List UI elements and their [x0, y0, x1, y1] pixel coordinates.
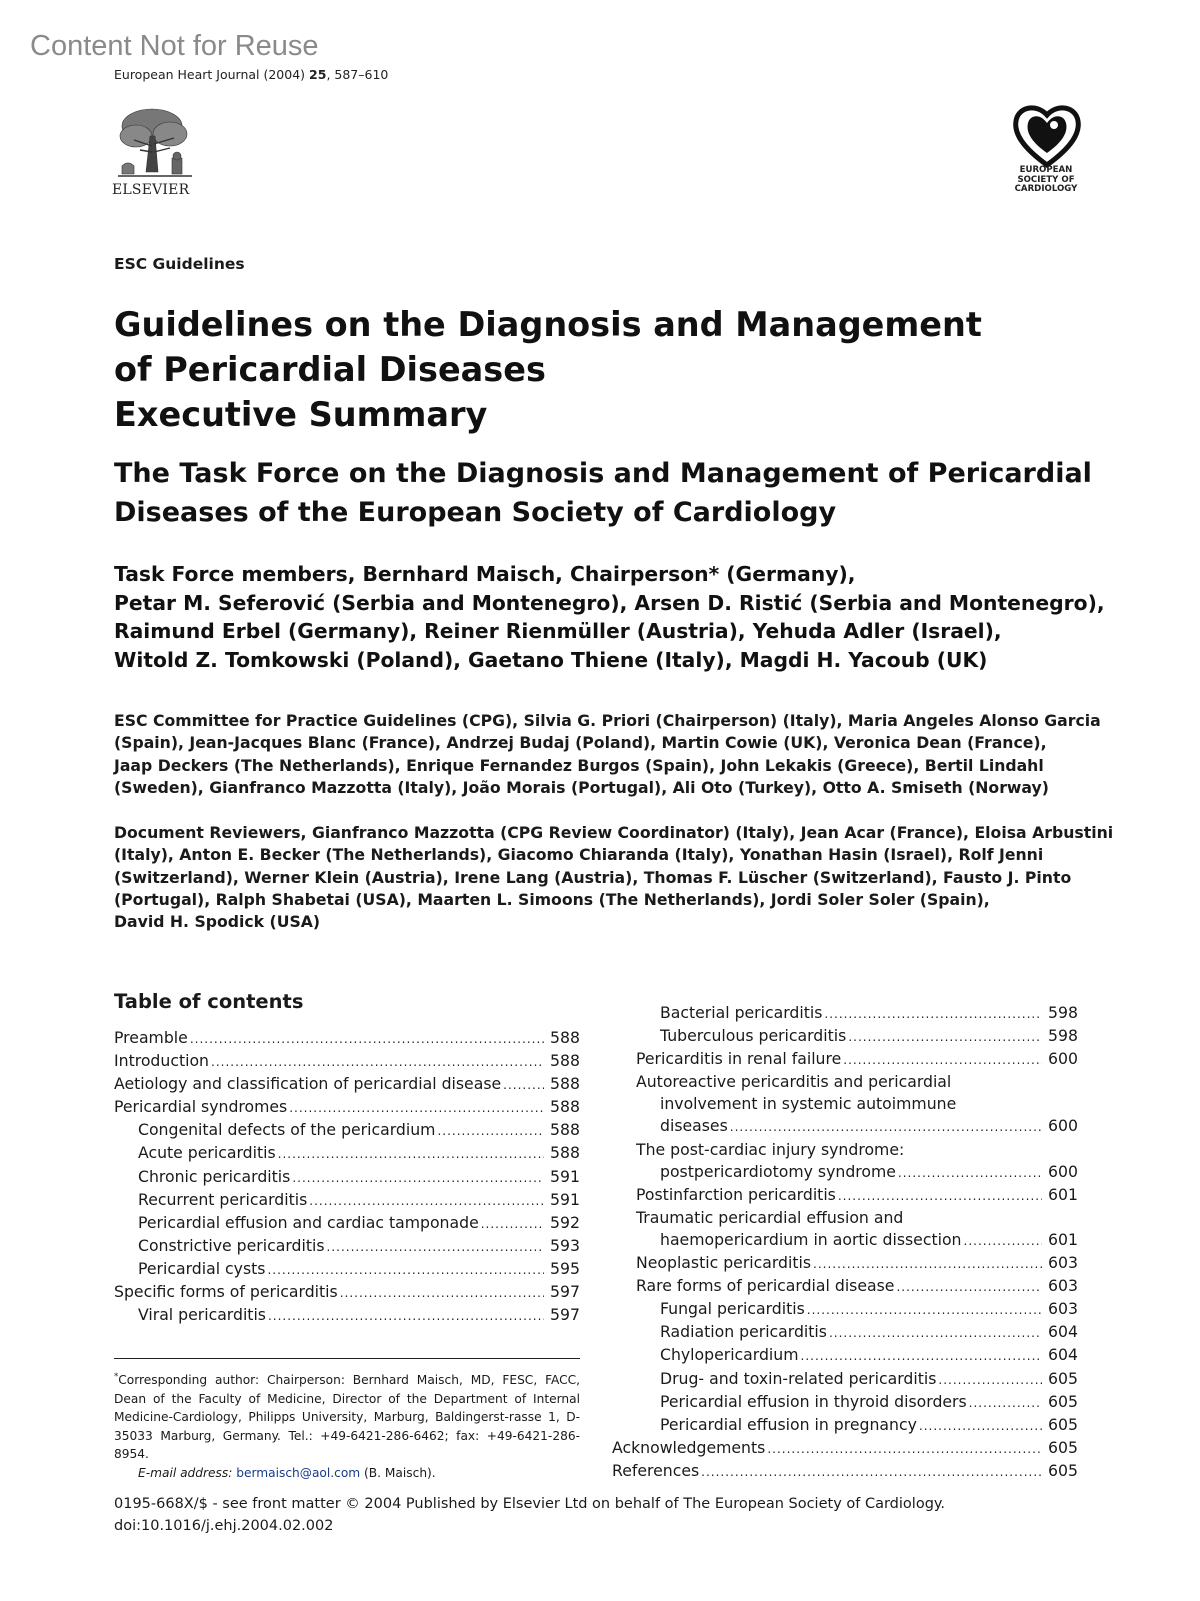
toc-entry[interactable]: [612, 1460, 1078, 1483]
toc-label: Radiation pericarditis: [660, 1322, 827, 1342]
toc-label: Neoplastic pericarditis: [636, 1253, 812, 1273]
toc-page: 588: [550, 1097, 580, 1117]
esc-heart-logo: [1012, 101, 1082, 171]
toc-entry[interactable]: [114, 1304, 580, 1327]
toc-page: 605: [1048, 1391, 1078, 1411]
document-reviewers: [114, 822, 1113, 933]
toc-label: The post-cardiac injury syndrome:: [636, 1139, 905, 1159]
toc-label: Congenital defects of the pericardium: [138, 1120, 436, 1140]
toc-label: Tuberculous pericarditis: [660, 1026, 847, 1046]
footnote-divider: [114, 1358, 580, 1359]
toc-label: Pericardial effusion and cardiac tamponade: [138, 1212, 479, 1232]
toc-page: 588: [550, 1143, 580, 1163]
toc-page: 605: [1048, 1414, 1078, 1434]
toc-page: 601: [1048, 1184, 1078, 1204]
toc-page: 598: [1048, 1026, 1078, 1046]
subtitle-line-1: The Task Force on the Diagnosis and Management of Pericardial: [114, 458, 1092, 489]
society-name-line1: EUROPEAN: [1019, 165, 1073, 175]
footnote-marker: *: [114, 1372, 119, 1382]
toc-label: Rare forms of pericardial disease: [636, 1276, 895, 1296]
toc-entry[interactable]: [114, 1142, 580, 1165]
reviewer-line: David H. Spodick (USA): [114, 912, 321, 932]
toc-page: 603: [1048, 1299, 1078, 1319]
toc-page: 588: [550, 1051, 580, 1071]
toc-page: 591: [550, 1189, 580, 1209]
toc-label: Pericardial syndromes: [114, 1097, 288, 1117]
toc-entry[interactable]: [636, 1391, 1078, 1414]
author-line: Raimund Erbel (Germany), Reiner Rienmüller (Austria), Yehuda Adler (Israel),: [114, 619, 1002, 644]
toc-entry[interactable]: [114, 1096, 580, 1119]
toc-label: Pericarditis in renal failure: [636, 1049, 842, 1069]
subtitle-line-2: Diseases of the European Society of Cardiology: [114, 497, 837, 528]
series-label: ESC Guidelines: [114, 255, 245, 273]
toc-label: Fungal pericarditis: [660, 1299, 805, 1319]
toc-label: haemopericardium in aortic dissection: [660, 1229, 962, 1249]
toc-label: Pericardial cysts: [138, 1258, 266, 1278]
paper-subtitle: [114, 454, 1092, 532]
toc-entry[interactable]: [114, 1281, 580, 1304]
toc-page: 605: [1048, 1368, 1078, 1388]
toc-label: Pericardial effusion in pregnancy: [660, 1414, 917, 1434]
toc-entry[interactable]: [636, 1048, 1078, 1071]
cpg-line: ESC Committee for Practice Guidelines (CPG), Silvia G. Priori (Chairperson) (Italy), Maria Angeles Alonso Garcia: [114, 711, 1101, 730]
toc-label: Drug- and toxin-related pericarditis: [660, 1368, 937, 1388]
corresponding-author-footnote: [114, 1368, 580, 1483]
toc-label: Autoreactive pericarditis and pericardial: [636, 1072, 952, 1092]
toc-label: Acute pericarditis: [138, 1143, 276, 1163]
toc-entry[interactable]: [636, 1025, 1078, 1048]
author-line: Witold Z. Tomkowski (Poland), Gaetano Thiene (Italy), Magdi H. Yacoub (UK): [114, 647, 988, 672]
toc-entry[interactable]: [636, 1368, 1078, 1391]
toc-label: Traumatic pericardial effusion and: [636, 1207, 904, 1227]
toc-label: Chronic pericarditis: [138, 1166, 291, 1186]
toc-heading: Table of contents: [114, 990, 304, 1013]
title-line-2: of Pericardial Diseases: [114, 350, 546, 389]
paper-title: [114, 302, 982, 437]
toc-label: Bacterial pericarditis: [660, 1003, 823, 1022]
toc-entry[interactable]: [636, 1252, 1078, 1275]
society-name-line2: SOCIETY OF: [1017, 174, 1075, 185]
toc-page: 600: [1048, 1161, 1078, 1181]
footnote-text: Corresponding author: Chairperson: Bernhard Maisch, MD, FESC, FACC, Dean of the Faculty of Medicine, Director of the Department of Internal Medicine-Cardiology, Philipps University, Marburg, Baldingerst-rasse 1, D-35033 Marburg, Germany. Tel.: +49-6421-286-6462; fax: +49-6421-286-8954.: [114, 1373, 580, 1462]
toc-entry[interactable]: [612, 1437, 1078, 1460]
journal-volume: 25: [309, 67, 327, 82]
toc-entry[interactable]: [114, 1189, 580, 1212]
journal-citation: [114, 67, 388, 82]
toc-label: References: [612, 1460, 700, 1480]
toc-entry[interactable]: [636, 1321, 1078, 1344]
toc-page: 588: [550, 1028, 580, 1047]
toc-entry[interactable]: [636, 1414, 1078, 1437]
toc-label: Constrictive pericarditis: [138, 1235, 325, 1255]
reviewer-line: (Italy), Anton E. Becker (The Netherlands), Giacomo Chiaranda (Italy), Yonathan Hasin (Israel), Rolf Jenni: [114, 845, 1044, 865]
toc-page: 592: [550, 1212, 580, 1232]
task-force-authors: [114, 560, 1105, 674]
toc-entry[interactable]: [636, 1002, 1078, 1025]
title-line-1: Guidelines on the Diagnosis and Management: [114, 305, 982, 344]
journal-pages: , 587–610: [326, 67, 389, 82]
toc-label: Acknowledgements: [612, 1437, 766, 1457]
cpg-committee: [114, 710, 1101, 799]
toc-page: 605: [1048, 1437, 1078, 1457]
author-line: Petar M. Seferović (Serbia and Montenegro), Arsen D. Ristić (Serbia and Montenegro),: [114, 590, 1105, 615]
society-name: [998, 166, 1094, 195]
toc-right-column: [612, 1002, 1078, 1483]
author-line: Task Force members, Bernhard Maisch, Chairperson* (Germany),: [114, 562, 856, 586]
toc-page: 598: [1048, 1003, 1078, 1022]
toc-page: 595: [550, 1258, 580, 1278]
toc-page: 603: [1048, 1253, 1078, 1273]
toc-entry[interactable]: [114, 1073, 580, 1096]
toc-page: 601: [1048, 1229, 1078, 1249]
toc-label: involvement in systemic autoimmune: [660, 1094, 957, 1114]
toc-entry[interactable]: [636, 1184, 1078, 1207]
email-link[interactable]: bermaisch@aol.com: [236, 1466, 361, 1481]
journal-name: European Heart Journal (2004): [114, 67, 306, 82]
cpg-line: Jaap Deckers (The Netherlands), Enrique Fernandez Burgos (Spain), John Lekakis (Greece), Bertil Lindahl: [114, 755, 1044, 775]
reviewer-line: (Portugal), Ralph Shabetai (USA), Maarten L. Simoons (The Netherlands), Jordi Soler Soler (Spain),: [114, 889, 990, 909]
toc-entry[interactable]: [114, 1212, 580, 1235]
toc-left-column: [114, 1027, 580, 1327]
toc-entry[interactable]: [114, 1119, 580, 1142]
toc-page: 593: [550, 1235, 580, 1255]
email-label: E-mail address:: [138, 1466, 233, 1481]
toc-label: Introduction: [114, 1051, 209, 1071]
toc-entry[interactable]: [636, 1298, 1078, 1321]
society-name-line3: CARDIOLOGY: [1014, 184, 1078, 194]
toc-entry[interactable]: [114, 1258, 580, 1281]
toc-page: 603: [1048, 1276, 1078, 1296]
toc-page: 604: [1048, 1345, 1078, 1365]
toc-label: diseases: [660, 1116, 728, 1136]
cpg-line: (Sweden), Gianfranco Mazzotta (Italy), João Morais (Portugal), Ali Oto (Turkey), Otto A. Smiseth (Norway): [114, 777, 1049, 797]
toc-page: 597: [550, 1282, 580, 1302]
toc-page: 591: [550, 1166, 580, 1186]
publisher-name: ELSEVIER: [112, 182, 190, 198]
toc-entry[interactable]: [114, 1166, 580, 1189]
toc-label: Preamble: [114, 1028, 188, 1047]
toc-entry[interactable]: [114, 1050, 580, 1073]
toc-label: Aetiology and classification of pericardial disease: [114, 1074, 502, 1094]
reviewer-line: (Switzerland), Werner Klein (Austria), Irene Lang (Austria), Thomas F. Lüscher (Switzerland), Fausto J. Pinto: [114, 867, 1072, 887]
cpg-line: (Spain), Jean-Jacques Blanc (France), Andrzej Budaj (Poland), Martin Cowie (UK), Veronica Dean (France),: [114, 733, 1047, 753]
toc-page: 600: [1048, 1116, 1078, 1136]
toc-page: 588: [550, 1120, 580, 1140]
toc-page: 604: [1048, 1322, 1078, 1342]
toc-page: 600: [1048, 1049, 1078, 1069]
toc-entry[interactable]: [114, 1235, 580, 1258]
toc-page: 588: [550, 1074, 580, 1094]
toc-entry[interactable]: [636, 1115, 1078, 1138]
toc-label: Postinfarction pericarditis: [636, 1184, 836, 1204]
toc-entry[interactable]: [636, 1344, 1078, 1367]
copyright-line: 0195-668X/$ - see front matter © 2004 Published by Elsevier Ltd on behalf of The European Society of Cardiology.: [114, 1496, 946, 1512]
toc-page: 597: [550, 1305, 580, 1325]
watermark: Content Not for Reuse: [30, 30, 319, 62]
toc-label: Viral pericarditis: [138, 1305, 266, 1325]
toc-label: postpericardiotomy syndrome: [660, 1161, 896, 1181]
reviewer-line: Document Reviewers, Gianfranco Mazzotta (CPG Review Coordinator) (Italy), Jean Acar (France), Eloisa Arbustini: [114, 823, 1114, 842]
toc-entry[interactable]: [636, 1275, 1078, 1298]
toc-label: Specific forms of pericarditis: [114, 1282, 338, 1302]
email-suffix: (B. Maisch).: [364, 1466, 436, 1481]
toc-label: Chylopericardium: [660, 1345, 799, 1365]
toc-label: Pericardial effusion in thyroid disorders: [660, 1391, 967, 1411]
toc-label: Recurrent pericarditis: [138, 1189, 308, 1209]
doi-line: doi:10.1016/j.ehj.2004.02.002: [114, 1518, 334, 1534]
toc-entry[interactable]: [114, 1027, 580, 1050]
toc-entry[interactable]: [636, 1161, 1078, 1184]
toc-page: 605: [1048, 1460, 1078, 1480]
front-matter: [114, 1493, 945, 1537]
title-line-3: Executive Summary: [114, 395, 488, 434]
toc-entry[interactable]: [636, 1229, 1078, 1252]
